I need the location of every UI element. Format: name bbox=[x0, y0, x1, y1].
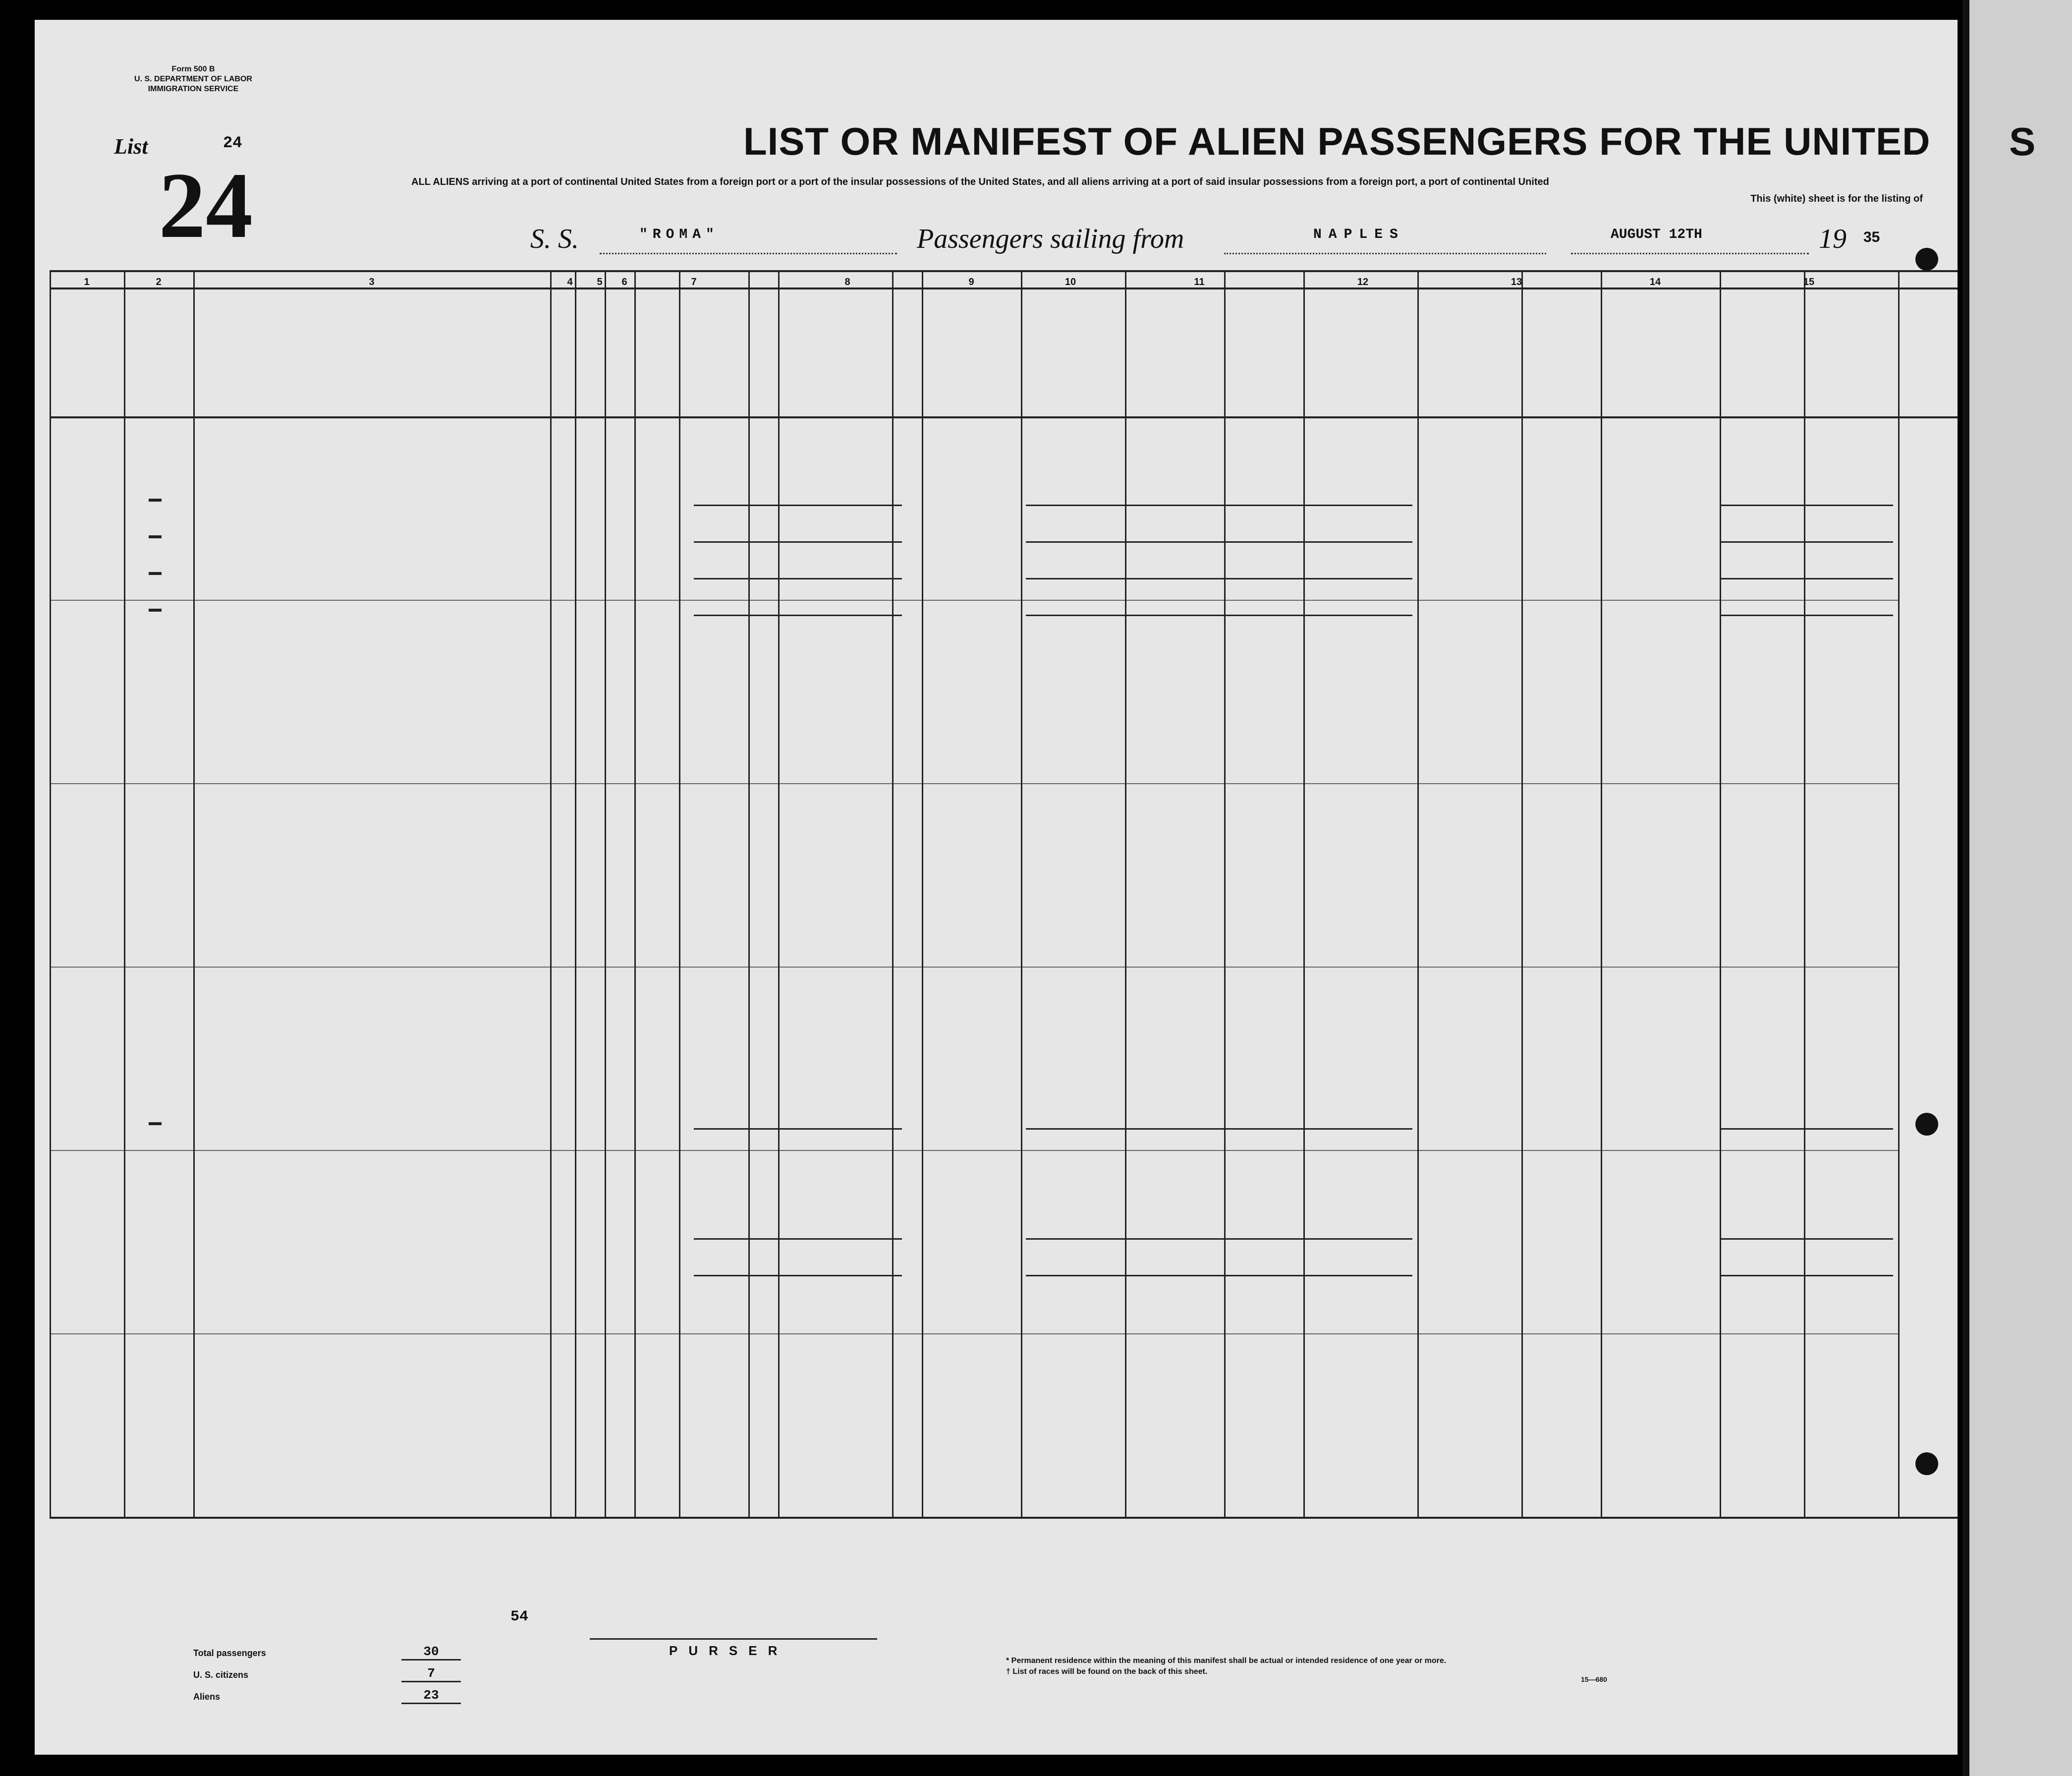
sailing-date: AUGUST 12TH bbox=[1611, 227, 1702, 242]
year-prefix: 19 bbox=[1819, 224, 1847, 254]
column-number: 4 bbox=[567, 277, 573, 287]
form-number: Form 500 B bbox=[171, 65, 215, 73]
blank-dash bbox=[1026, 1128, 1412, 1130]
grid-column-rule bbox=[1125, 270, 1126, 1517]
list-label: List bbox=[114, 134, 148, 159]
grid-column-rule bbox=[575, 270, 576, 1517]
blank-dash bbox=[1720, 578, 1893, 579]
aliens-value: 23 bbox=[401, 1688, 461, 1704]
ss-label: S. S. bbox=[530, 224, 579, 254]
row-rule bbox=[50, 967, 1898, 968]
head-tax-status bbox=[149, 572, 162, 575]
grid-column-rule bbox=[605, 270, 606, 1517]
column-number: 5 bbox=[597, 277, 603, 287]
grid-column-rule bbox=[1521, 270, 1523, 1517]
column-number: 15 bbox=[1803, 277, 1815, 287]
footnotes bbox=[1006, 1656, 1446, 1677]
grid-column-rule bbox=[922, 270, 923, 1517]
grid-column-rule bbox=[1417, 270, 1419, 1517]
total-passengers-value: 30 bbox=[401, 1644, 461, 1661]
blank-dash bbox=[1720, 1238, 1893, 1240]
manifest-title: LIST OR MANIFEST OF ALIEN PASSENGERS FOR THE UNITED bbox=[743, 119, 1931, 163]
footnote-races: † List of races will be found on the back of this sheet. bbox=[1006, 1667, 1208, 1676]
grid-rule bbox=[50, 270, 1958, 272]
binder-hole bbox=[1915, 1113, 1938, 1136]
blank-dash bbox=[1720, 615, 1893, 616]
blank-dash bbox=[1720, 1128, 1893, 1130]
head-tax-status bbox=[149, 499, 162, 502]
column-number: 6 bbox=[621, 277, 627, 287]
adjacent-page-edge: S bbox=[1962, 0, 2072, 1776]
blank-dash bbox=[1026, 1238, 1412, 1240]
grid-column-rule bbox=[1021, 270, 1022, 1517]
blank-dash bbox=[694, 1275, 902, 1276]
department: U. S. DEPARTMENT OF LABOR bbox=[134, 75, 252, 83]
blank-dash bbox=[694, 505, 902, 506]
grid-column-rule bbox=[1898, 270, 1900, 1517]
grid-column-rule bbox=[193, 270, 195, 1517]
column-number: 7 bbox=[691, 277, 697, 287]
blank-dash bbox=[694, 578, 902, 579]
column-number: 11 bbox=[1194, 277, 1205, 287]
footnote-residence: * Permanent residence within the meaning of this manifest shall be actual or intended residence of one year or more. bbox=[1006, 1657, 1447, 1665]
manifest-subtitle bbox=[411, 173, 1923, 207]
row-rule bbox=[50, 783, 1898, 784]
grid-column-rule bbox=[50, 270, 51, 1517]
blank-dash bbox=[1720, 541, 1893, 543]
head-tax-status bbox=[149, 1122, 162, 1125]
binder-hole bbox=[1915, 248, 1938, 271]
grid-column-rule bbox=[778, 270, 780, 1517]
blank-dash bbox=[694, 615, 902, 616]
ship-line bbox=[530, 223, 1958, 258]
grid-column-rule bbox=[634, 270, 636, 1517]
blank-dash bbox=[1026, 615, 1412, 616]
form-meta bbox=[104, 64, 282, 94]
grid-rule bbox=[50, 416, 1958, 418]
grid-rule bbox=[50, 287, 1958, 289]
blank-dash bbox=[694, 541, 902, 543]
column-number: 13 bbox=[1511, 277, 1522, 287]
service: IMMIGRATION SERVICE bbox=[148, 85, 239, 93]
grid-column-rule bbox=[1720, 270, 1721, 1517]
blank-dash bbox=[694, 1238, 902, 1240]
grid-rule bbox=[50, 1517, 1958, 1519]
form-code: 15—680 bbox=[1581, 1675, 1607, 1683]
us-citizens-value: 7 bbox=[401, 1666, 461, 1682]
blank-dash bbox=[1026, 1275, 1412, 1276]
blank-dash bbox=[1720, 1275, 1893, 1276]
grid-column-rule bbox=[892, 270, 894, 1517]
blank-dash bbox=[1720, 505, 1893, 506]
grid-column-rule bbox=[1601, 270, 1602, 1517]
row-rule bbox=[50, 600, 1898, 601]
column-number: 9 bbox=[968, 277, 974, 287]
grid-column-rule bbox=[1224, 270, 1226, 1517]
list-number-small: 24 bbox=[223, 134, 242, 152]
column-number: 10 bbox=[1064, 277, 1076, 287]
grid-column-rule bbox=[1804, 270, 1805, 1517]
blank-dash bbox=[694, 1128, 902, 1130]
row-rule bbox=[50, 1150, 1898, 1151]
column-number: 3 bbox=[369, 277, 375, 287]
column-number: 14 bbox=[1649, 277, 1661, 287]
purser-label: PURSER bbox=[669, 1643, 788, 1658]
handwritten-number: 54 bbox=[510, 1608, 529, 1625]
grid-column-rule bbox=[550, 270, 552, 1517]
column-number: 2 bbox=[156, 277, 162, 287]
subtitle-line-1: ALL ALIENS arriving at a port of continental United States from a foreign port or a port of the insular possessions of the United States, and all aliens arriving at a port of said insular possessions from a foreign port, a port of continental United bbox=[411, 176, 1549, 187]
sailing-label: Passengers sailing from bbox=[917, 224, 1184, 254]
blank-dash bbox=[1026, 578, 1412, 579]
row-rule bbox=[50, 1333, 1898, 1334]
manifest-table bbox=[50, 270, 1958, 1608]
list-number-large: 24 bbox=[159, 154, 253, 258]
binder-hole bbox=[1915, 1452, 1938, 1475]
blank-dash bbox=[1026, 505, 1412, 506]
blank-dash bbox=[1026, 541, 1412, 543]
column-number: 1 bbox=[84, 277, 90, 287]
grid-column-rule bbox=[1303, 270, 1305, 1517]
head-tax-status bbox=[149, 535, 162, 538]
grid-column-rule bbox=[124, 270, 125, 1517]
column-number: 12 bbox=[1357, 277, 1369, 287]
manifest-sheet: Form 500 B U. S. DEPARTMENT OF LABOR IMMIGRATION SERVICE List 24 24 LIST OR MANIFEST OF ALIEN PASSENGERS FOR THE UNITED ALL ALIENS arriving at a port of continental United States from a foreign port or a port of the insular possessions of the United States, and all aliens arriving at a port of said insular possessions from a foreign port, a port of continental United This (white) sheet is for the listing of S. S. "ROMA" Passengers sailing from NAPLES AUGUST 12TH 19 35 54 PURSER Total passengers 30 U. S. citizens 7 Aliens 23 * Permanent residence within the meaning of this manifest shall be actual or intended residence of one year or more. † List of races will be found on the back of this sheet. 15—680 1 2 3 4 5 6 7 8 9 10 11 12 13 14 15 bbox=[35, 20, 1958, 1755]
column-number: 8 bbox=[844, 277, 850, 287]
grid-column-rule bbox=[748, 270, 750, 1517]
year-suffix: 35 bbox=[1863, 229, 1880, 245]
ship-name: "ROMA" bbox=[639, 227, 719, 242]
port-name: NAPLES bbox=[1313, 227, 1405, 242]
subtitle-line-2: This (white) sheet is for the listing of bbox=[1750, 193, 1923, 204]
head-tax-status bbox=[149, 609, 162, 612]
grid-column-rule bbox=[679, 270, 680, 1517]
